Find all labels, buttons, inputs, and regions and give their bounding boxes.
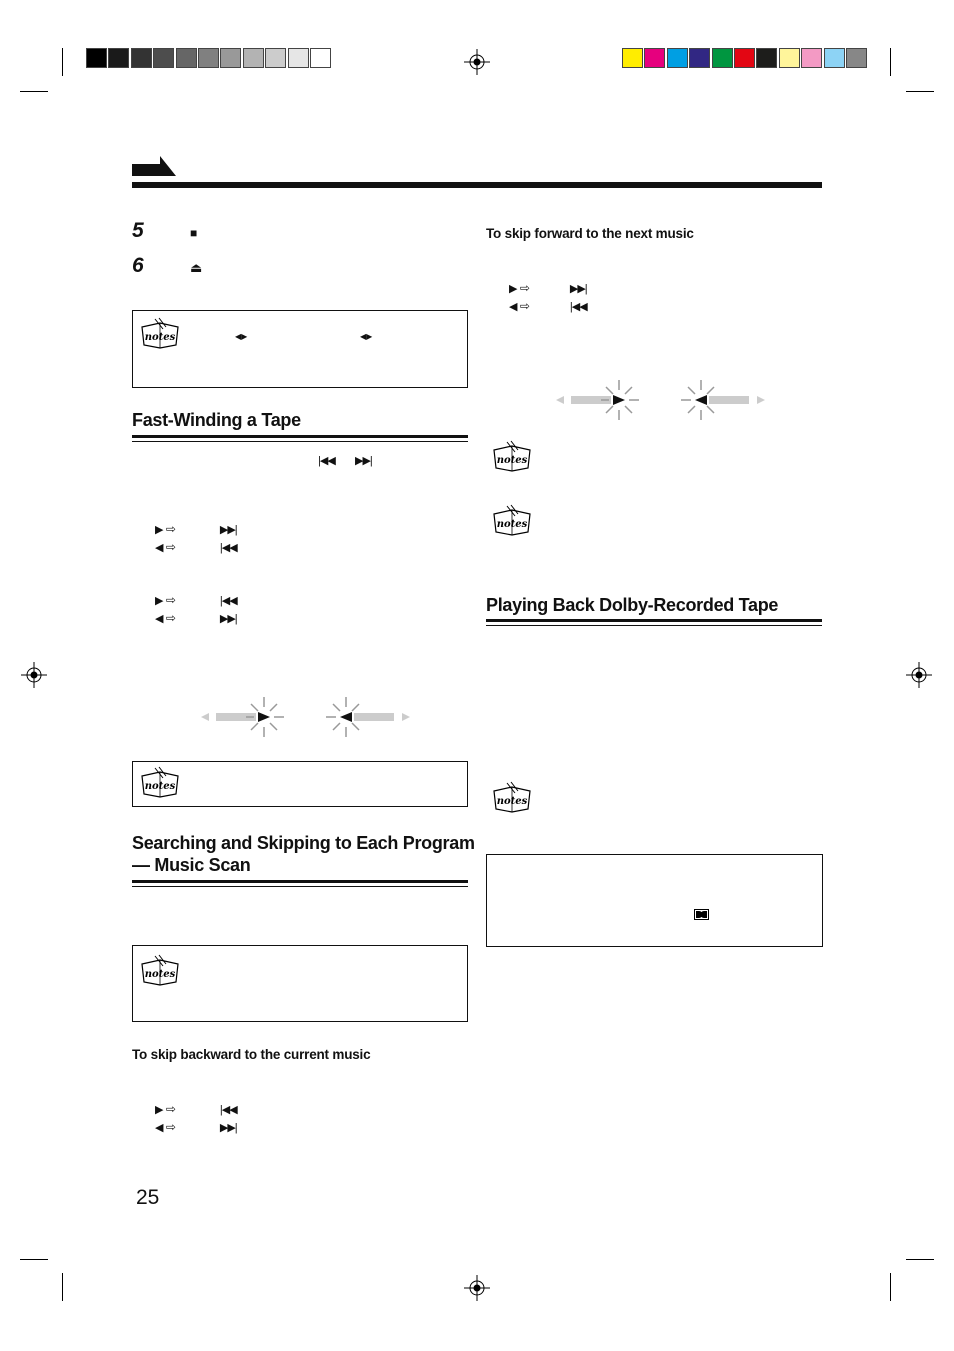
tape-direction-indicator-illustration	[553, 377, 769, 423]
crop-mark	[906, 91, 934, 92]
crop-mark	[62, 1273, 63, 1301]
calibration-swatch	[153, 48, 174, 68]
crop-mark	[20, 91, 48, 92]
stop-icon: ■	[190, 226, 198, 240]
info-box	[486, 854, 823, 947]
calibration-swatch	[265, 48, 286, 68]
tape-direction-indicator-illustration	[198, 694, 414, 740]
svg-text:notes: notes	[496, 796, 528, 807]
header-rule	[132, 182, 822, 188]
direction-row: ▶ ⇨ |◀◀	[155, 1102, 237, 1116]
note-box	[132, 761, 468, 807]
calibration-swatch	[86, 48, 107, 68]
section-rule	[132, 435, 468, 438]
notes-icon	[139, 954, 181, 988]
crop-mark	[890, 1273, 891, 1301]
calibration-swatch	[667, 48, 688, 68]
direction-row: ◀ ⇨ ▶▶|	[155, 611, 237, 625]
calibration-swatch	[824, 48, 845, 68]
calibration-swatch	[712, 48, 733, 68]
note-box	[132, 945, 468, 1022]
registration-mark-icon	[464, 49, 490, 75]
button-ff-icon: ▶▶|	[355, 454, 372, 467]
notes-icon	[491, 440, 533, 474]
section-rule	[132, 880, 468, 883]
notes-icon	[491, 504, 533, 538]
calibration-swatch	[220, 48, 241, 68]
calibration-swatch	[310, 48, 331, 68]
svg-text:notes: notes	[144, 332, 176, 343]
calibration-swatch	[756, 48, 777, 68]
eject-icon: ⏏	[190, 260, 203, 275]
calibration-swatch	[689, 48, 710, 68]
notes-icon	[491, 781, 533, 815]
step-number: 5	[132, 219, 144, 242]
direction-row: ◀ ⇨ ▶▶|	[155, 1120, 237, 1134]
button-rew-icon: |◀◀	[318, 454, 335, 467]
notes-icon	[139, 317, 181, 351]
section-rule	[486, 619, 822, 622]
crop-mark	[906, 1259, 934, 1260]
header-tab-icon	[132, 156, 176, 178]
calibration-swatch	[198, 48, 219, 68]
calibration-swatch	[108, 48, 129, 68]
registration-mark-icon	[464, 1275, 490, 1301]
svg-text:notes: notes	[144, 969, 176, 980]
notes-icon	[139, 766, 181, 800]
calibration-swatch	[734, 48, 755, 68]
subheading-skip-forward: To skip forward to the next music	[486, 226, 694, 241]
calibration-swatch	[801, 48, 822, 68]
calibration-swatch	[288, 48, 309, 68]
direction-row: ◀ ⇨ |◀◀	[509, 299, 587, 313]
registration-mark-icon	[21, 662, 47, 688]
crop-mark	[890, 48, 891, 76]
direction-row: ▶ ⇨ ▶▶|	[155, 522, 237, 536]
calibration-swatch	[176, 48, 197, 68]
section-rule	[132, 886, 468, 887]
calibration-swatch	[243, 48, 264, 68]
section-rule	[486, 625, 822, 626]
registration-mark-icon	[906, 662, 932, 688]
page-number: 25	[136, 1186, 160, 1209]
section-rule	[132, 441, 468, 442]
crop-mark	[62, 48, 63, 76]
svg-text:notes: notes	[496, 519, 528, 530]
calibration-swatch	[131, 48, 152, 68]
direction-row: ▶ ⇨ ▶▶|	[509, 281, 587, 295]
lr-direction-icon: ◀▶	[360, 332, 373, 341]
section-title-music-scan: Searching and Skipping to Each Program	[132, 833, 475, 853]
svg-text:notes: notes	[496, 455, 528, 466]
lr-direction-icon: ◀▶	[235, 332, 248, 341]
subheading-skip-backward: To skip backward to the current music	[132, 1047, 371, 1062]
dolby-logo-icon	[694, 909, 709, 920]
direction-row: ◀ ⇨ |◀◀	[155, 540, 237, 554]
section-title-dolby: Playing Back Dolby-Recorded Tape	[486, 595, 779, 615]
section-title-fast-winding: Fast-Winding a Tape	[132, 410, 301, 430]
note-box	[132, 310, 468, 388]
calibration-swatch	[622, 48, 643, 68]
direction-row: ▶ ⇨ |◀◀	[155, 593, 237, 607]
step-number: 6	[132, 254, 144, 277]
section-title-music-scan-sub: — Music Scan	[132, 855, 251, 875]
calibration-swatch	[779, 48, 800, 68]
calibration-swatch	[644, 48, 665, 68]
crop-mark	[20, 1259, 48, 1260]
svg-text:notes: notes	[144, 781, 176, 792]
calibration-swatch	[846, 48, 867, 68]
